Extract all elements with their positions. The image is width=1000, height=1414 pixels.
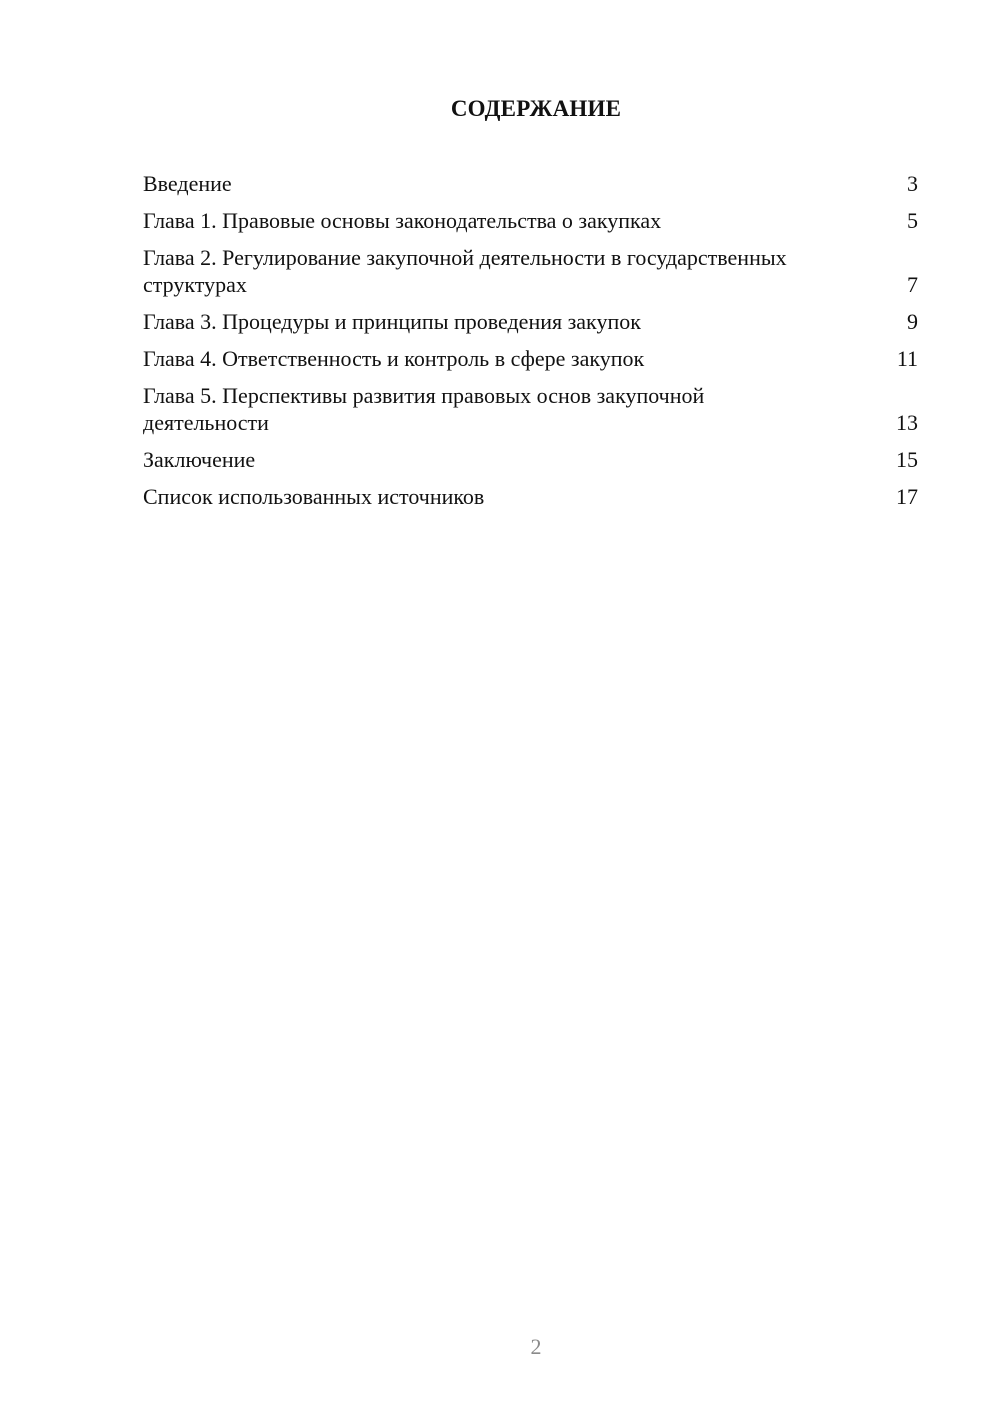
toc-entry-page: 3 [907, 171, 918, 196]
toc-entry-page: 17 [896, 484, 918, 509]
toc-entry-chapter-5 [143, 382, 918, 436]
page-number: 2 [530, 1334, 542, 1359]
toc-entry-page: 5 [907, 208, 918, 233]
toc-entry-page: 9 [907, 309, 918, 334]
toc-entry-title: Заключение [143, 447, 256, 472]
toc-entry-conclusion [143, 446, 918, 473]
toc-entry-title: Глава 1. Правовые основы законодательства о закупках [143, 208, 662, 233]
toc-entry-page: 15 [896, 447, 918, 472]
toc-entry-title: Список использованных источников [143, 484, 485, 509]
toc-entry-title: Глава 4. Ответственность и контроль в сфере закупок [143, 346, 645, 371]
toc-entry-title: Глава 5. Перспективы развития правовых основ закупочной деятельности [143, 383, 705, 435]
toc-entry-title: Глава 2. Регулирование закупочной деятельности в государственных структурах [143, 245, 787, 297]
toc-entry-chapter-4 [143, 345, 918, 372]
toc-entry-chapter-1 [143, 207, 918, 234]
toc-entry-title: Глава 3. Процедуры и принципы проведения закупок [143, 309, 641, 334]
table-of-contents [143, 170, 918, 520]
toc-entry-chapter-3 [143, 308, 918, 335]
toc-entry-references [143, 483, 918, 510]
toc-entry-introduction [143, 170, 918, 197]
toc-entry-page: 7 [907, 272, 918, 297]
page-title: СОДЕРЖАНИЕ [450, 96, 622, 121]
toc-entry-page: 11 [896, 346, 918, 371]
toc-entry-page: 13 [896, 410, 918, 435]
toc-entry-chapter-2 [143, 244, 918, 298]
toc-entry-title: Введение [143, 171, 232, 196]
